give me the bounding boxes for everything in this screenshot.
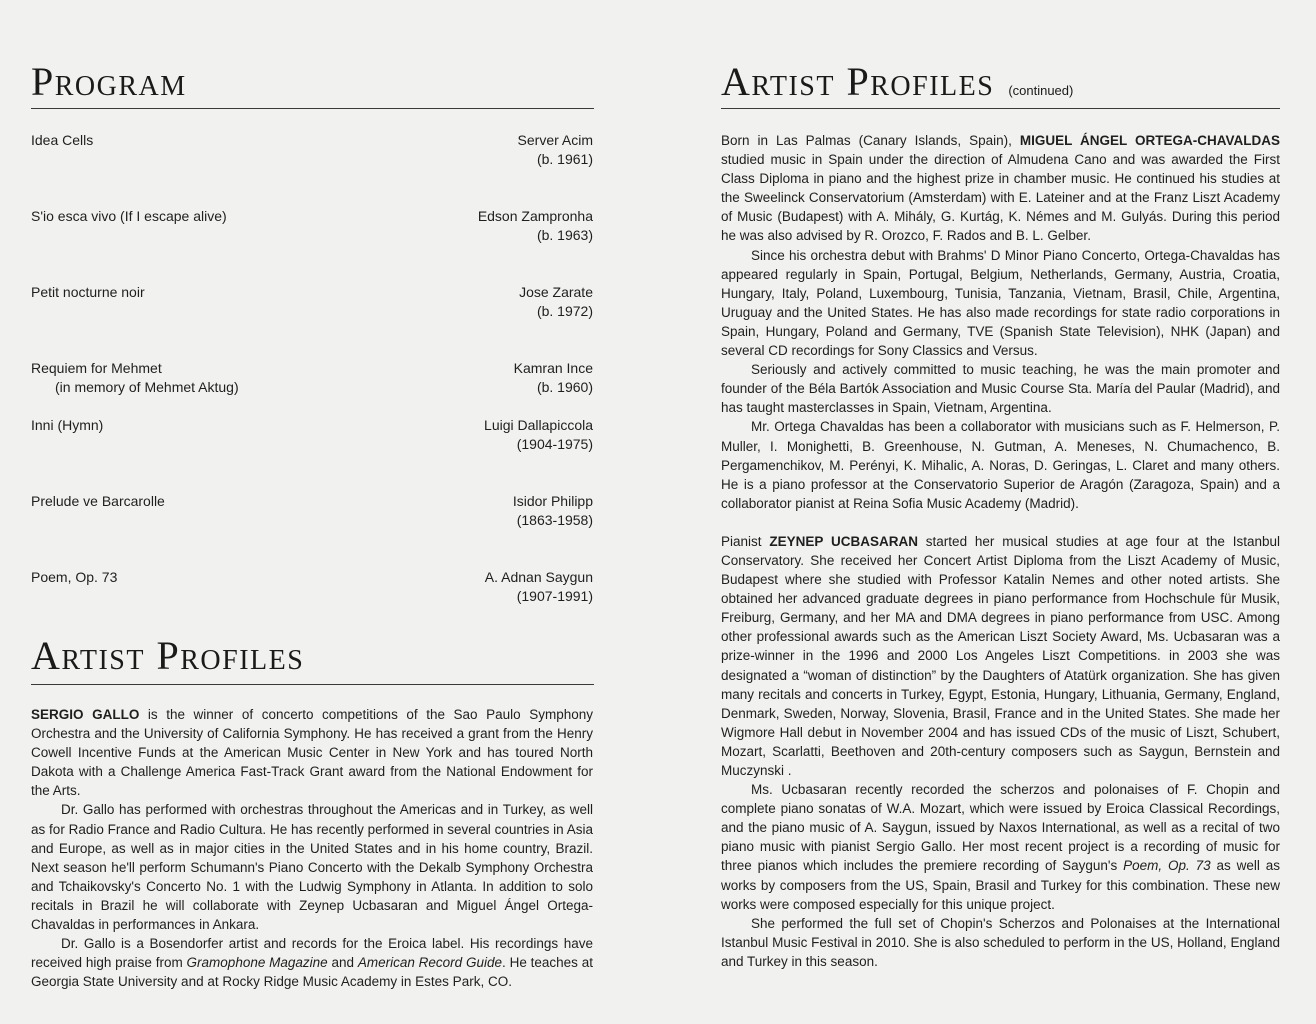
program-composer: Server Acim bbox=[517, 132, 593, 148]
gallo-bio bbox=[31, 705, 593, 991]
program-composer: Edson Zampronha bbox=[477, 208, 593, 224]
program-dates: (1904-1975) bbox=[516, 436, 593, 452]
bio-paragraph: Born in Las Palmas (Canary Islands, Spain), MIGUEL ÁNGEL ORTEGA-CHAVALDAS studied music in Spain under the direction of Almudena Cano and was awarded the First Class Diploma in piano and the highest prize in chamber music. He continued his studies at the Sweelinck Conservatorium (Amsterdam) with E. Lateiner and at the Franz Liszt Academy of Music (Budapest) with A. Mihály, G. Kurtág, K. Némes and M. Gulyás. During this period he was also advised by R. Orozco, F. Rados and B. L. Gelber. bbox=[721, 133, 1280, 244]
program-title: Prelude ve Barcarolle bbox=[31, 493, 165, 509]
bio-paragraph: Since his orchestra debut with Brahms' D Minor Piano Concerto, Ortega-Chavaldas has appeared regularly in Spain, Portugal, Belgium, Netherlands, Germany, Austria, Croatia, Hungary, Italy, Poland, Luxembourg, Tunisia, Tanzania, Vietnam, Brasil, Chile, Argentina, Uruguay and the United States. He has also made recordings for state radio corporations in Spain, Hungary, Poland and Germany, TVE (Spanish State Television), NHK (Japan) and several CD recordings for Sony Classics and Versus. bbox=[721, 247, 1280, 359]
ortega-bio bbox=[721, 131, 1280, 971]
program-dates: (1907-1991) bbox=[516, 588, 593, 604]
program-composer: Jose Zarate bbox=[519, 284, 593, 300]
artist-name: ZEYNEP UCBASARAN bbox=[769, 533, 918, 549]
bio-paragraph: She performed the full set of Chopin's Scherzos and Polonaises at the International Istanbul Music Festival in 2010. She is also scheduled to perform in the US, Holland, England and Turkey in this season. bbox=[721, 915, 1280, 969]
program-dates: (b. 1960) bbox=[536, 379, 593, 395]
continued-note: (continued) bbox=[1008, 83, 1074, 98]
artist-name: MIGUEL ÁNGEL ORTEGA-CHAVALDAS bbox=[1019, 133, 1280, 148]
program-title: Requiem for Mehmet bbox=[31, 360, 162, 376]
artist-name: SERGIO GALLO bbox=[31, 707, 140, 722]
program-rule bbox=[31, 108, 594, 109]
artist-profiles-heading: Artist Profiles bbox=[31, 633, 305, 678]
program-composer: A. Adnan Saygun bbox=[484, 569, 593, 585]
program-dates: (b. 1972) bbox=[536, 303, 593, 319]
program-title: Poem, Op. 73 bbox=[31, 569, 118, 585]
program-dates: (b. 1961) bbox=[536, 151, 593, 167]
program-composer: Luigi Dallapiccola bbox=[484, 417, 593, 433]
program-composer: Kamran Ince bbox=[513, 360, 593, 376]
bio-paragraph: Ms. Ucbasaran recently recorded the scherzos and polonaises of F. Chopin and complete piano sonatas of W.A. Mozart, which were issued by Eroica Classical Recordings, and the piano music of A. Saygun, issued by Naxos International, as well as a recital of two piano music with pianist Sergio Gallo. Her most recent project is a recording of music for three pianos which includes the premiere recording of Saygun's Poem, Op. 73 as well as works by composers from the US, Spain, Brasil and Turkey for this combination. These new works were composed especially for this unique project. bbox=[721, 782, 1280, 912]
profiles-continued-rule bbox=[721, 108, 1280, 109]
program-title: Petit nocturne noir bbox=[31, 284, 145, 300]
bio-paragraph: Mr. Ortega Chavaldas has been a collaborator with musicians such as F. Helmerson, P. Muller, I. Monighetti, B. Greenhouse, N. Gutman, A. Meneses, N. Chumachenco, B. Pergamenchikov, M. Perényi, K. Mihalic, A. Noras, D. Geringas, L. Claret and many others. He is a piano professor at the Conservatorio Superior de Aragón (Zaragoza, Spain) and a collaborator pianist at Reina Sofia Music Academy (Madrid). bbox=[721, 419, 1280, 511]
bio-paragraph: SERGIO GALLO is the winner of concerto competitions of the Sao Paulo Symphony Orchestra and the University of California Symphony. He has received a grant from the Henry Cowell Incentive Funds at the American Music Center in New York and has toured North Dakota with a Challenge America Fast-Track Grant award from the National Endowment for the Arts. bbox=[31, 707, 593, 799]
program-title: Inni (Hymn) bbox=[31, 417, 104, 433]
artist-profiles-continued-heading: Artist Profiles (continued) bbox=[721, 59, 1074, 104]
program-title: S'io esca vivo (If I escape alive) bbox=[31, 208, 227, 224]
program-composer: Isidor Philipp bbox=[512, 493, 593, 509]
program-heading: Program bbox=[31, 59, 187, 104]
bio-paragraph: Dr. Gallo has performed with orchestras throughout the Americas and in Turkey, as well as for Radio France and Radio Cultura. He has recently performed in several countries in Asia and Europe, as well as in major cities in the United States and in his home country, Brazil. Next season he'll perform Schumann's Piano Concerto with the Dekalb Symphony Orchestra and Tchaikovsky's Concerto No. 1 with the Ludwig Symphony in Atlanta. In addition to solo recitals in Brazil he will collaborate with Zeynep Ucbasaran and Miguel Ángel Ortega-Chavaldas in performances in Ankara. bbox=[31, 802, 593, 933]
program-dates: (b. 1963) bbox=[536, 227, 593, 243]
bio-paragraph: Dr. Gallo is a Bosendorfer artist and records for the Eroica label. His recordings have received high praise from Gramophone Magazine and American Record Guide. He teaches at Georgia State University and at Rocky Ridge Music Academy in Estes Park, CO. bbox=[31, 936, 593, 990]
bio-paragraph: Pianist ZEYNEP UCBASARAN started her musical studies at age four at the Istanbul Conservatory. She received her Concert Artist Diploma from the Liszt Academy of Music, Budapest where she studied with Professor Katalin Nemes and other noted artists. She obtained her advanced graduate degrees in piano performance from Hochschule für Musik, Freiburg, Germany, and her MA and DMA degrees in piano performance from USC. Among other professional awards such as the American Liszt Society Award, Ms. Ucbasaran was a prize-winner in the 1996 and 2000 Los Angeles Liszt Competitions. in 2003 she was designated a “woman of distinction” by the Daughters of Atatürk organization. She has given many recitals and concerts in Turkey, Egypt, Estonia, Hungary, Lithuania, Germany, England, Denmark, Sweden, Norway, Slovenia, Brasil, France and in the United States. She made her Wigmore Hall debut in November 2004 and has issued CDs of the music of Liszt, Schubert, Mozart, Scarlatti, Beethoven and 20th-century composers such as Saygun, Bernstein and Muczynski . bbox=[721, 533, 1280, 778]
program-title: Idea Cells bbox=[31, 132, 94, 148]
left-page bbox=[0, 0, 640, 1024]
profiles-rule bbox=[31, 684, 594, 685]
right-page bbox=[658, 0, 1316, 1024]
bio-paragraph: Seriously and actively committed to music teaching, he was the main promoter and founder of the Béla Bartók Association and Music Course Sta. María del Paular (Madrid), and has taught masterclasses in Spain, Vietnam, Argentina. bbox=[721, 362, 1280, 416]
program-subtitle: (in memory of Mehmet Aktug) bbox=[55, 379, 239, 395]
program-dates: (1863-1958) bbox=[516, 512, 593, 528]
